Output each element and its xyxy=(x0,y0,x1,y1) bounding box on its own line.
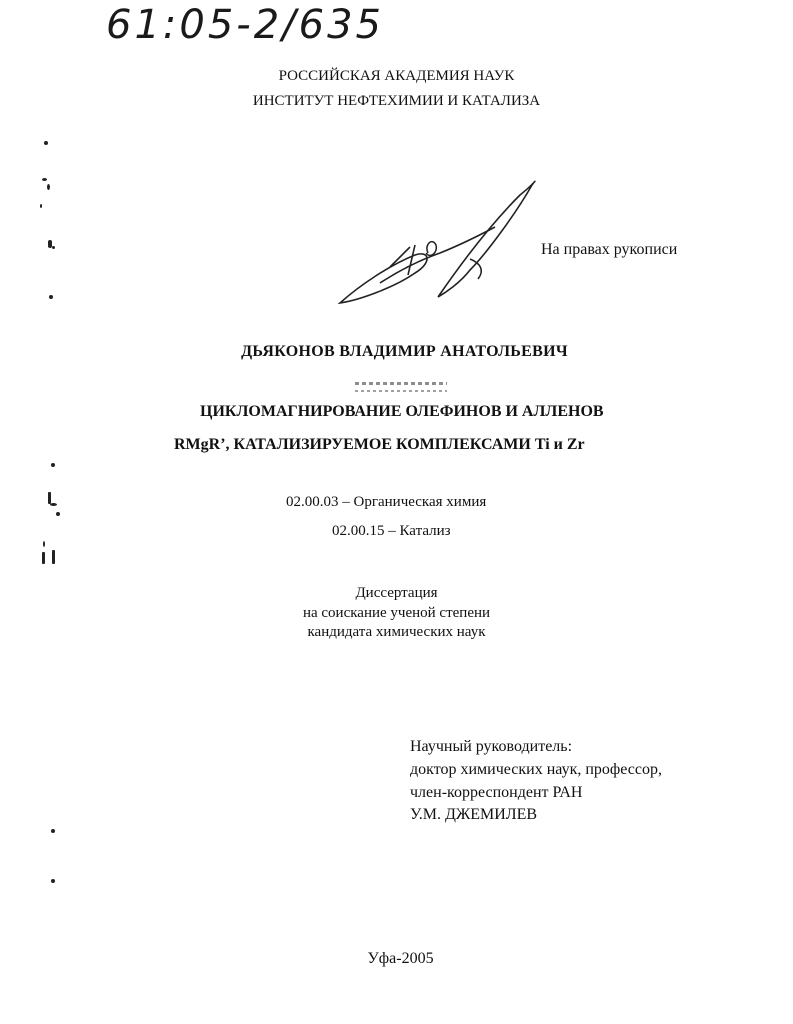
supervisor-degree: доктор химических наук, профессор, xyxy=(410,761,662,778)
dissertation-line-2: на соискание ученой степени xyxy=(302,605,491,621)
supervisor-name: У.М. ДЖЕМИЛЕВ xyxy=(410,806,538,823)
specialty-1: 02.00.03 – Органическая химия xyxy=(286,494,487,510)
author-name: ДЬЯКОНОВ ВЛАДИМИР АНАТОЛЬЕВИЧ xyxy=(241,343,568,360)
title-line-1: ЦИКЛОМАГНИРОВАНИЕ ОЛЕФИНОВ И АЛЛЕНОВ xyxy=(200,403,604,420)
supervisor-position: член-корреспондент РАН xyxy=(410,784,583,801)
signature xyxy=(320,175,560,315)
city-year: Уфа-2005 xyxy=(367,950,434,967)
title-line-2: RMgR’, КАТАЛИЗИРУЕМОЕ КОМПЛЕКСАМИ Ti и Zr xyxy=(174,436,585,453)
stamp-artifact xyxy=(355,381,447,395)
academy-name: РОССИЙСКАЯ АКАДЕМИЯ НАУК xyxy=(278,68,515,84)
manuscript-rights: На правах рукописи xyxy=(541,241,678,258)
supervisor-label: Научный руководитель: xyxy=(410,738,573,755)
institute-name: ИНСТИТУТ НЕФТЕХИМИИ И КАТАЛИЗА xyxy=(252,93,541,109)
dissertation-line-1: Диссертация xyxy=(355,585,438,601)
archive-number: 61:05-2/635 xyxy=(106,2,384,48)
dissertation-line-3: кандидата химических наук xyxy=(307,624,486,640)
specialty-2: 02.00.15 – Катализ xyxy=(332,523,451,539)
